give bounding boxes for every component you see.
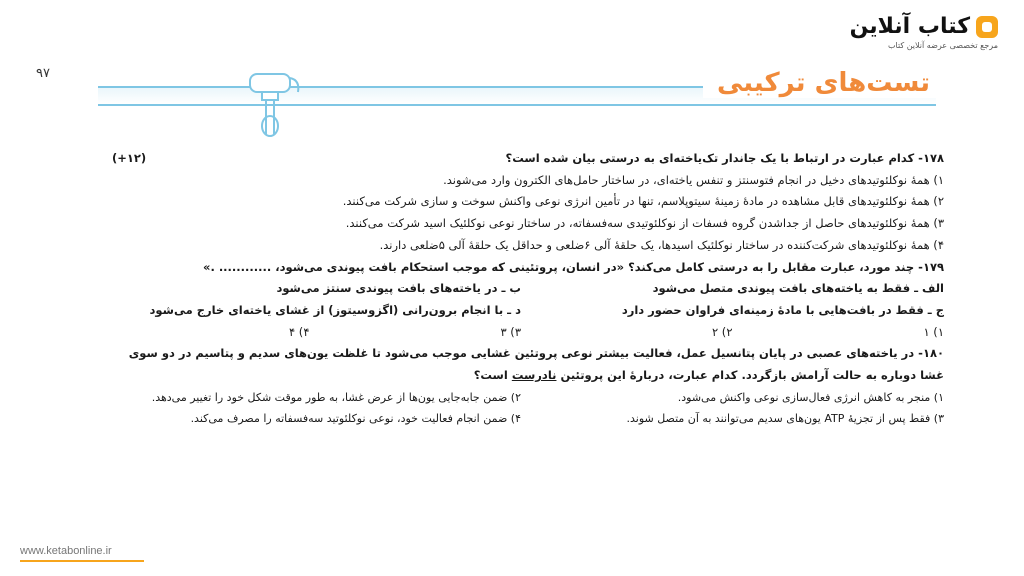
q180-options-row-1 — [98, 387, 944, 409]
brand-mark-icon — [976, 16, 998, 38]
question-sheet — [98, 148, 944, 430]
q180-stem-line-1: ۱۸۰- در یاخته‌های عصبی در پایان پتانسیل عمل، فعالیت بیشتر نوعی پروتئین غشایی موجب می‌شود تا غلظت یون‌های سدیم و پتاسیم در دو سوی — [128, 346, 944, 361]
q179-items-row-1 — [98, 278, 944, 300]
section-title: تست‌های ترکیبی — [703, 68, 936, 98]
brand-name: کتاب آنلاین — [849, 14, 970, 39]
q178-option-1[interactable]: ۱) همهٔ نوکلئوتیدهای دخیل در انجام فتوسنتز و تنفس یاخته‌ای، در ساختار حامل‌های الکترون وارد می‌شوند. — [443, 172, 944, 187]
q178-code: (+۱۲) — [112, 151, 147, 165]
brand-logo[interactable] — [838, 14, 998, 60]
hand-mixer-icon — [244, 64, 304, 140]
q179-options — [98, 322, 944, 344]
q178-option-4[interactable]: ۴) همهٔ نوکلئوتیدهای شرکت‌کننده در ساختار نوکلئیک اسیدها، یک حلقهٔ آلی ۶ضلعی و حداقل یک حلقهٔ آلی ۵ضلعی دارند. — [379, 237, 944, 252]
q178-option-3[interactable]: ۳) همهٔ نوکلئوتیدهای حاصل از جداشدن گروه فسفات از نوکلئوتیدی سه‌فسفاته، در ساختار نوعی نوکلئیک اسید شرکت می‌کنند. — [345, 216, 944, 231]
q179-item-be: ب ـ در یاخته‌های بافت پیوندی سنتز می‌شود — [276, 281, 521, 296]
q179-item-jim: ج ـ فقط در بافت‌هایی با مادهٔ زمینه‌ای فراوان حضور دارد — [621, 302, 944, 317]
q180-option-2[interactable]: ۲) ضمن جابه‌جایی یون‌ها از عرض غشا، به طور موقت شکل خود را تغییر می‌دهد. — [151, 390, 521, 404]
section-banner — [98, 68, 936, 108]
footer-url[interactable]: www.ketabonline.ir — [20, 545, 144, 562]
q178-option-2[interactable]: ۲) همهٔ نوکلئوتیدهای قابل مشاهده در مادهٔ زمینهٔ سیتوپلاسم، تنها در تأمین انرژی نوعی واکنش سوخت و سازی شرکت می‌کنند. — [342, 194, 944, 209]
brand-tagline: مرجع تخصصی عرضه آنلاین کتاب — [887, 41, 998, 50]
q179-stem: ۱۷۹- چند مورد، عبارت مقابل را به درستی کامل می‌کند؟ «در انسان، پروتئینی که موجب استحکام بافت پیوندی می‌شود، ............ .» — [203, 259, 944, 274]
q179-option-1[interactable]: ۱) ۱ — [923, 324, 944, 339]
q180-options-row-2 — [98, 408, 944, 430]
q180-option-3[interactable]: ۳) فقط پس از تجزیهٔ ATP یون‌های سدیم می‌توانند به آن متصل شوند. — [626, 412, 944, 426]
q178-stem-text: ۱۷۸- کدام عبارت در ارتباط با یک جاندار تک‌یاخته‌ای به درستی بیان شده است؟ — [505, 151, 944, 165]
q180-option-1[interactable]: ۱) منجر به کاهش انرژی فعال‌سازی نوعی واکنش می‌شود. — [677, 390, 944, 404]
q180-stem-part-a: غشا دوباره به حالت آرامش بازگردد. کدام عبارت، دربارهٔ این پروتئین — [556, 368, 944, 383]
q180-stem-emphasis: نادرست — [511, 368, 557, 383]
q179-item-dal: د ـ با انجام برون‌رانی (اگزوسیتوز) از غشای یاخته‌ای خارج می‌شود — [149, 302, 521, 317]
q180-option-4[interactable]: ۴) ضمن انجام فعالیت خود، نوعی نوکلئوتید سه‌فسفاته را مصرف می‌کند. — [190, 412, 521, 426]
page-number: ۹۷ — [36, 66, 50, 81]
q180-stem-part-c: است؟ — [473, 368, 512, 383]
q178-stem — [98, 148, 944, 170]
q179-option-3[interactable]: ۳) ۳ — [500, 324, 521, 339]
q179-option-2[interactable]: ۲) ۲ — [711, 324, 733, 339]
q179-option-4[interactable]: ۴) ۴ — [288, 324, 310, 339]
q180-stem-line-2 — [98, 365, 944, 387]
q179-item-alef: الف ـ فقط به یاخته‌های بافت پیوندی متصل می‌شود — [652, 281, 944, 296]
q179-items-row-2 — [98, 300, 944, 322]
